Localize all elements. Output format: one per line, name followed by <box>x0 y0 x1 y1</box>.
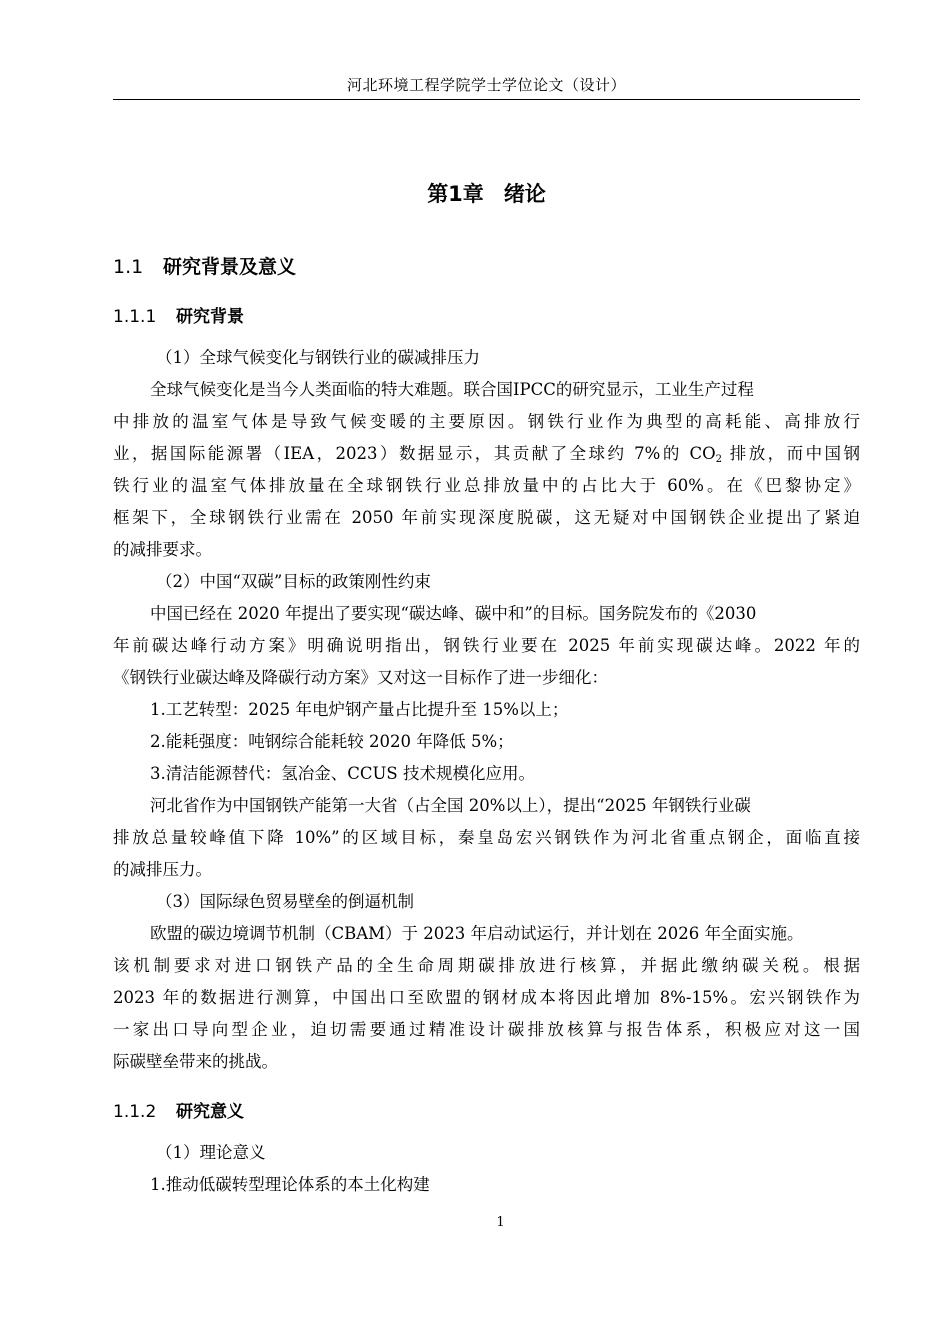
part3-heading: （3）国际绿色贸易壁垒的倒逼机制 <box>156 892 414 911</box>
part1-heading: （1）全球气候变化与钢铁行业的碳减排压力 <box>156 348 480 367</box>
paragraph-line: 全球气候变化是当今人类面临的特大难题。联合国IPCC的研究显示，工业生产过程 <box>150 380 754 399</box>
section-number: 1.1 <box>113 256 144 278</box>
section-heading <box>113 253 296 281</box>
page-number: 1 <box>496 1215 505 1230</box>
subsection-number: 1.1.2 <box>113 1102 157 1122</box>
paragraph-line: 中排放的温室气体是导致气候变暖的主要原因。钢铁行业作为典型的高耗能、高排放行 <box>113 412 860 431</box>
subsection-title: 研究意义 <box>176 1102 244 1122</box>
paragraph-text: 业，据国际能源署（IEA，2023）数据显示，其贡献了全球约 7%的 CO <box>113 444 716 463</box>
subsection-heading-background <box>113 304 244 330</box>
chapter-title: 绪论 <box>503 182 546 206</box>
paragraph-line: 排放总量较峰值下降 10%”的区域目标，秦皇岛宏兴钢铁作为河北省重点钢企，面临直接 <box>113 828 860 847</box>
subsection-heading-significance <box>113 1099 244 1125</box>
paragraph-line: 的减排要求。 <box>113 540 212 559</box>
chapter-number: 第1章 <box>427 182 484 206</box>
list-item: 1.推动低碳转型理论体系的本土化构建 <box>150 1175 430 1194</box>
paragraph-text: 排放，而中国钢 <box>722 444 860 463</box>
part2-heading: （2）中国“双碳”目标的政策刚性约束 <box>156 572 431 591</box>
paragraph-line: 中国已经在 2020 年提出了要实现“碳达峰、碳中和”的目标。国务院发布的《2030 <box>150 604 757 623</box>
paragraph-line: 铁行业的温室气体排放量在全球钢铁行业总排放量中的占比大于 60%。在《巴黎协定》 <box>113 476 860 495</box>
paragraph-line: 的减排压力。 <box>113 860 212 879</box>
co2-subscript: 2 <box>715 454 723 465</box>
paragraph-line: 河北省作为中国钢铁产能第一大省（占全国 20%以上），提出“2025 年钢铁行业碳 <box>150 796 751 815</box>
part4-heading: （1）理论意义 <box>156 1143 266 1162</box>
subsection-title: 研究背景 <box>176 307 244 327</box>
list-item: 3.清洁能源替代：氢冶金、CCUS 技术规模化应用。 <box>150 764 535 783</box>
paragraph-line: 该机制要求对进口钢铁产品的全生命周期碳排放进行核算，并据此缴纳碳关税。根据 <box>113 956 860 975</box>
paragraph-line-co2 <box>113 442 860 466</box>
header-rule <box>113 99 860 100</box>
list-item: 1.工艺转型：2025 年电炉钢产量占比提升至 15%以上； <box>150 700 569 719</box>
paragraph-line: 年前碳达峰行动方案》明确说明指出，钢铁行业要在 2025 年前实现碳达峰。2022 年的 <box>113 636 860 655</box>
subsection-number: 1.1.1 <box>113 307 157 327</box>
section-title: 研究背景及意义 <box>163 256 297 278</box>
paragraph-line: 《钢铁行业碳达峰及降碳行动方案》又对这一目标作了进一步细化： <box>113 668 608 687</box>
paragraph-line: 框架下，全球钢铁行业需在 2050 年前实现深度脱碳，这无疑对中国钢铁企业提出了紧迫 <box>113 508 860 527</box>
paragraph-line: 欧盟的碳边境调节机制（CBAM）于 2023 年启动试运行，并计划在 2026 年全面实施。 <box>150 924 804 943</box>
paragraph-line: 一家出口导向型企业，迫切需要通过精准设计碳排放核算与报告体系，积极应对这一国 <box>113 1020 860 1039</box>
list-item: 2.能耗强度：吨钢综合能耗较 2020 年降低 5%； <box>150 732 514 751</box>
paragraph-line: 2023 年的数据进行测算，中国出口至欧盟的钢材成本将因此增加 8%-15%。宏兴钢铁作为 <box>113 988 860 1007</box>
running-header: 河北环境工程学院学士学位论文（设计） <box>346 76 626 94</box>
paragraph-line: 际碳壁垒带来的挑战。 <box>113 1052 278 1071</box>
chapter-heading <box>113 178 860 210</box>
